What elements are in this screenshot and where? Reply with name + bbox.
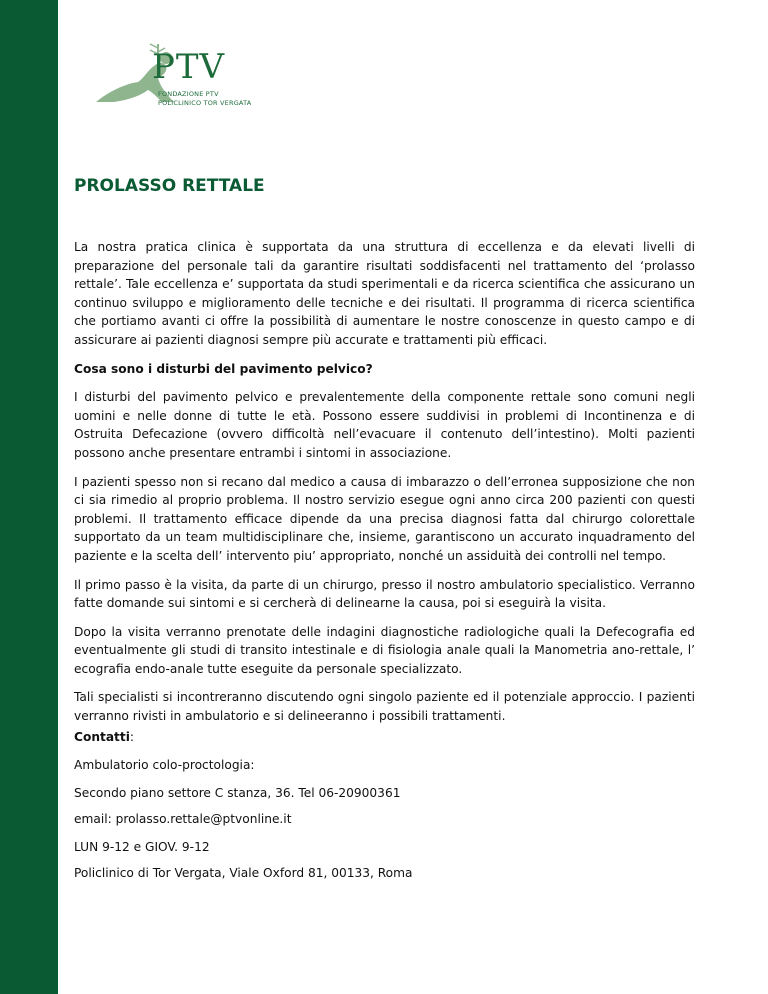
document-body <box>74 238 695 736</box>
page-title: PROLASSO RETTALE <box>74 176 265 196</box>
paragraph-diagnostics: Dopo la visita verranno prenotate delle indagini diagnostiche radiologiche quali la Defecografia ed eventualmente gli studi di transito intestinale e di fisiologia anale quali la Manometria ano-rettale, l’ ecografia endo-anale tutte eseguite da personale specializzato. <box>74 624 695 676</box>
paragraph-first-visit: Il primo passo è la visita, da parte di un chirurgo, presso il nostro ambulatorio specialistico. Verranno fatte domande sui sintomi e si cercherà di delinearne la causa, poi si eseguirà la visita. <box>74 577 695 611</box>
side-bar <box>0 0 58 994</box>
contacts-heading-line <box>74 730 134 744</box>
logo-hospital-line: POLICLINICO TOR VERGATA <box>158 99 252 107</box>
logo-foundation-line: FONDAZIONE PTV <box>158 90 219 98</box>
paragraph-specialists: Tali specialisti si incontreranno discutendo ogni singolo paziente ed il potenziale approccio. I pazienti verranno rivisti in ambulatorio e si delineeranno i possibili trattamenti. <box>74 690 695 724</box>
contacts-email[interactable]: email: prolasso.rettale@ptvonline.it <box>74 812 292 826</box>
contacts-clinic: Ambulatorio colo-proctologia: <box>74 758 255 772</box>
paragraph-disorders: I disturbi del pavimento pelvico e prevalentemente della componente rettale sono comuni negli uomini e nelle donne di tutte le età. Possono essere suddivisi in problemi di Incontinenza e di Ostruita Defecazione (ovvero difficoltà nell’evacuare il contenuto dell’intestino). Molti pazienti possono anche presentare entrambi i sintomi in associazione. <box>74 390 695 460</box>
contacts-colon: : <box>129 730 134 744</box>
contacts-heading: Contatti <box>74 730 130 744</box>
logo-name: PTV <box>152 47 226 87</box>
intro-paragraph: La nostra pratica clinica è supportata da una struttura di eccellenza e da elevati livelli di preparazione del personale tali da garantire risultati soddisfacenti nel trattamento del ‘prolasso rettale’. Tale eccellenza e’ supportata da studi sperimentali e da ricerca scientifica che assicurano un continuo sviluppo e miglioramento delle tecniche e dei risultati. Il programma di ricerca scientifica che portiamo avanti ci offre la possibilità di aumentare le nostre conoscenze in questo campo e di assicurare ai pazienti diagnosi sempre più accurate e trattamenti più efficaci. <box>74 240 695 347</box>
contacts-hours: LUN 9-12 e GIOV. 9-12 <box>74 840 210 854</box>
section-question: Cosa sono i disturbi del pavimento pelvico? <box>74 361 373 376</box>
contacts-location: Policlinico di Tor Vergata, Viale Oxford 81, 00133, Roma <box>74 866 413 880</box>
paragraph-patients: I pazienti spesso non si recano dal medico a causa di imbarazzo o dell’erronea supposizione che non ci sia rimedio al proprio problema. Il nostro servizio esegue ogni anno circa 200 pazienti con questi problemi. Il trattamento efficace dipende da una precisa diagnosi fatta dal chirurgo colorettale supportato da un team multidisciplinare che, insieme, garantiscono un accurato inquadramento del paziente e la scelta dell’ intervento piu’ appropriato, nonché un assiduità dei controlli nel tempo. <box>74 474 695 563</box>
contacts-address: Secondo piano settore C stanza, 36. Tel 06-20900361 <box>74 786 401 800</box>
